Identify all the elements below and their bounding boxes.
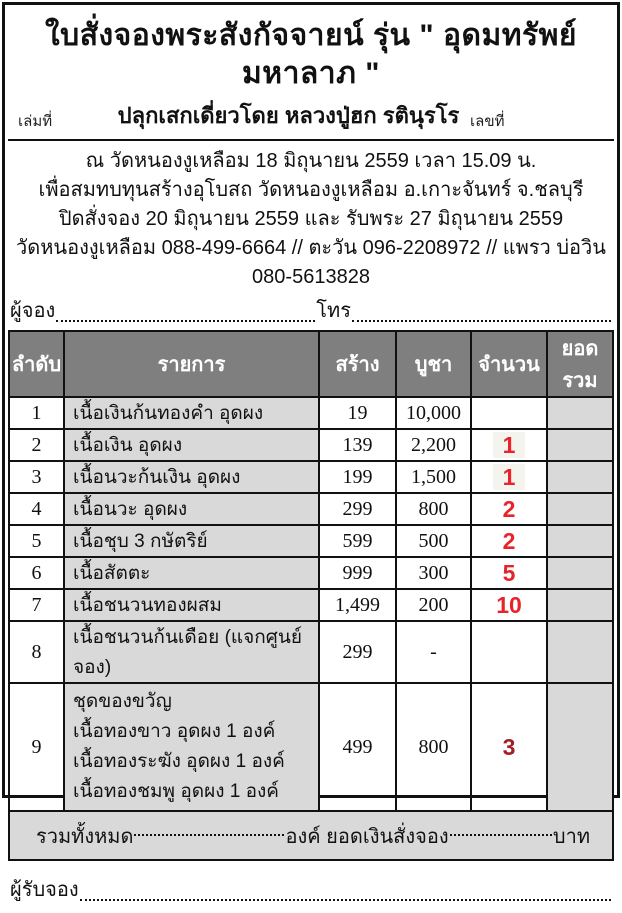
receiver-line — [8, 861, 614, 913]
order-form-page — [2, 2, 620, 901]
cell-made: 139 — [319, 429, 396, 461]
gift-set-line: เนื้อทองขาว อุดผง 1 องค์ — [73, 721, 276, 742]
cell-no: 7 — [9, 589, 64, 621]
cell-price: - — [396, 621, 471, 683]
cell-item: เนื้อชุบ 3 กษัตริย์ — [64, 525, 319, 557]
header-made: สร้าง — [319, 331, 396, 397]
cell-qty: 5 — [471, 557, 547, 589]
cell-total — [547, 557, 613, 589]
summary-count-fill-line — [134, 834, 284, 836]
cell-qty — [471, 397, 547, 429]
cell-no: 4 — [9, 493, 64, 525]
phone-label: โทร — [316, 300, 351, 322]
order-table — [8, 330, 614, 812]
cell-price: 1,500 — [396, 461, 471, 493]
phone-fill-line — [352, 320, 611, 322]
cell-price: 300 — [396, 557, 471, 589]
cell-qty: 2 — [471, 493, 547, 525]
qty-value: 1 — [493, 464, 526, 490]
info-line-dates: ปิดสั่งจอง 20 มิถุนายน 2559 และ รับพระ 27 มิถุนายน 2559 — [58, 208, 564, 230]
summary-band — [8, 812, 614, 861]
cell-qty: 10 — [471, 589, 547, 621]
gift-set-line: เนื้อทองระฆัง อุดผง 1 องค์ — [73, 751, 285, 772]
cell-price: 800 — [396, 493, 471, 525]
table-row — [9, 589, 613, 621]
table-row — [9, 525, 613, 557]
cell-made: 19 — [319, 397, 396, 429]
cell-made: 299 — [319, 493, 396, 525]
volume-label: เล่มที่ — [18, 113, 53, 130]
header-total: ยอดรวม — [547, 331, 613, 397]
cell-item — [64, 683, 319, 811]
cell-qty — [471, 461, 547, 493]
cell-no: 1 — [9, 397, 64, 429]
cell-price: 10,000 — [396, 397, 471, 429]
receiver-label: ผู้รับจอง — [10, 879, 79, 901]
gift-set-line: ชุดของขวัญ — [73, 691, 172, 712]
table-row — [9, 557, 613, 589]
table-header-row — [9, 331, 613, 397]
receiver-fill-line — [80, 899, 611, 901]
cell-made: 599 — [319, 525, 396, 557]
cell-qty — [471, 429, 547, 461]
page-title: ใบสั่งจองพระสังกัจจายน์ รุ่น " อุดมทรัพย์มหาลาภ " — [45, 19, 577, 90]
subtitle-row — [12, 98, 610, 137]
cell-item: เนื้อนวะ อุดผง — [64, 493, 319, 525]
table-row — [9, 397, 613, 429]
form-header — [8, 5, 614, 141]
cell-total — [547, 525, 613, 557]
summary-amount-fill-line — [450, 834, 552, 836]
table-row-gift-set — [9, 683, 613, 811]
orderer-fill-line — [56, 320, 315, 322]
gift-set-line: เนื้อทองชมพู อุดผง 1 องค์ — [73, 781, 280, 802]
table-row — [9, 429, 613, 461]
cell-item: เนื้อนวะก้นเงิน อุดผง — [64, 461, 319, 493]
cell-total — [547, 397, 613, 429]
cell-total — [547, 589, 613, 621]
cell-made: 299 — [319, 621, 396, 683]
table-row — [9, 461, 613, 493]
qty-value: 1 — [493, 432, 526, 458]
cell-price: 2,200 — [396, 429, 471, 461]
orderer-line — [8, 292, 614, 330]
orderer-label: ผู้จอง — [10, 300, 56, 322]
cell-total — [547, 621, 613, 683]
cell-total — [547, 429, 613, 461]
cell-qty: 3 — [471, 683, 547, 811]
table-row — [9, 493, 613, 525]
cell-item: เนื้อชนวนก้นเดือย (แจกศูนย์จอง) — [64, 621, 319, 683]
blessing-subtitle: ปลุกเสกเดี่ยวโดย หลวงปู่ฮก รตินุรโร — [117, 103, 460, 128]
header-price: บูชา — [396, 331, 471, 397]
summary-unit-label: องค์ ยอดเงินสั่งจอง — [285, 825, 449, 848]
summary-total-label: รวมทั้งหมด — [36, 825, 134, 848]
event-info — [8, 141, 614, 292]
info-line-ceremony: ณ วัดหนองงูเหลือม 18 มิถุนายน 2559 เวลา 15.09 น. — [85, 150, 537, 172]
cell-made: 499 — [319, 683, 396, 811]
cell-total — [547, 461, 613, 493]
cell-qty: 2 — [471, 525, 547, 557]
cell-qty — [471, 621, 547, 683]
header-no: ลำดับ — [9, 331, 64, 397]
cell-no: 9 — [9, 683, 64, 811]
cell-price: 200 — [396, 589, 471, 621]
header-item: รายการ — [64, 331, 319, 397]
info-line-phones: วัดหนองงูเหลือม 088-499-6664 // ตะวัน 096-2208972 // แพรว บ่อวิน 080-5613828 — [16, 237, 606, 288]
cell-no: 2 — [9, 429, 64, 461]
cell-item: เนื้อเงินก้นทองคำ อุดผง — [64, 397, 319, 429]
cell-made: 1,499 — [319, 589, 396, 621]
cell-price: 500 — [396, 525, 471, 557]
cell-price: 800 — [396, 683, 471, 811]
number-label: เลขที่ — [470, 113, 505, 130]
cell-item: เนื้อเงิน อุดผง — [64, 429, 319, 461]
table-row — [9, 621, 613, 683]
cell-made: 999 — [319, 557, 396, 589]
cell-no: 5 — [9, 525, 64, 557]
cell-made: 199 — [319, 461, 396, 493]
cell-no: 8 — [9, 621, 64, 683]
cell-no: 6 — [9, 557, 64, 589]
cell-item: เนื้อชนวนทองผสม — [64, 589, 319, 621]
header-qty: จำนวน — [471, 331, 547, 397]
cell-total — [547, 683, 613, 811]
info-line-purpose: เพื่อสมทบทุนสร้างอุโบสถ วัดหนองงูเหลือม อ.เกาะจันทร์ จ.ชลบุรี — [38, 179, 584, 201]
summary-baht-label: บาท — [552, 825, 590, 848]
cell-total — [547, 493, 613, 525]
cell-item: เนื้อสัตตะ — [64, 557, 319, 589]
cell-no: 3 — [9, 461, 64, 493]
